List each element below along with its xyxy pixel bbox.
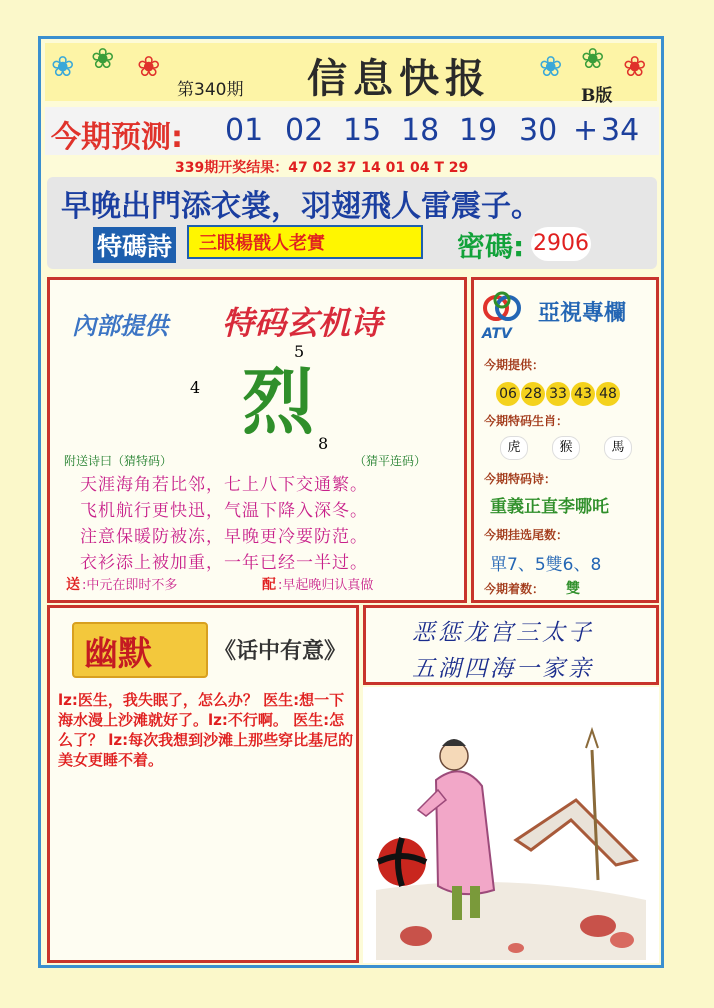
prediction-number: 19 [459, 113, 498, 148]
atv-tail: 單7、5雙6、8 [490, 555, 602, 575]
flower-icon: ❀ [91, 42, 115, 75]
flower-icon: ❀ [539, 50, 563, 83]
prediction-number: 15 [343, 113, 382, 148]
number-ball: 48 [596, 382, 620, 406]
atv-poem-label: 今期特码诗： [484, 472, 557, 486]
atv-zodiac [500, 436, 656, 460]
atv-balls [496, 382, 621, 406]
flower-icon: ❀ [51, 50, 75, 83]
special-number: 34 [601, 113, 640, 148]
note-right: （猜平连码） [354, 454, 427, 468]
poem-line: 飞机航行更快迅，气温下降入深冬。 [80, 501, 368, 521]
poem-line: 天涯海角若比邻，七上八下交通繁。 [80, 475, 368, 495]
last-result: 339期开奖结果：47 02 37 14 01 04 T 29 [175, 160, 469, 176]
atv-parity-label: 今期着数： [484, 582, 545, 596]
hint-number-top: 5 [294, 342, 305, 361]
code-box [531, 227, 591, 261]
calligraphy-line-1: 恶惩龙宫三太子 [412, 620, 594, 646]
prediction-number: 02 [285, 113, 324, 148]
riddle-character: 烈 [242, 359, 315, 444]
poem-text: 三眼楊戩人老實 [199, 233, 325, 254]
illustration-box [363, 687, 659, 963]
atv-provide-label: 今期提供： [484, 358, 545, 372]
prediction-label: 今期预测: [51, 120, 183, 155]
zodiac-animal: 猴 [552, 436, 580, 460]
calligraphy-line-2: 五湖四海一家亲 [412, 656, 594, 682]
pair-label: 配 [262, 577, 276, 593]
atv-logo-text: ATV [482, 326, 512, 342]
atv-zodiac-label: 今期特码生肖： [484, 414, 569, 428]
prediction-bar [45, 107, 659, 155]
code-label: 密碼: [457, 230, 525, 263]
humor-text: lz:医生，我失眠了，怎么办？ 医生:想一下海水漫上沙滩就好了。lz:不行啊。 医生:怎么了？ lz:每次我想到沙滩上那些穿比基尼的美女更睡不着。 [58, 691, 354, 769]
header [45, 42, 657, 106]
send-text: :中元在即时不多 [82, 578, 178, 593]
atv-title: 亞視專欄 [538, 301, 627, 326]
zodiac-animal: 馬 [604, 436, 632, 460]
humor-subtitle: 《话中有意》 [214, 639, 347, 664]
internal-title-blue: 內部提供 [72, 312, 168, 340]
hint-number-bottom: 8 [318, 434, 329, 453]
atv-tail-label: 今期挂选尾数： [484, 528, 569, 542]
page-frame [38, 36, 664, 968]
calligraphy-box [363, 605, 659, 685]
flower-icon: ❀ [623, 50, 647, 83]
humor-badge [72, 622, 208, 678]
prediction-number: 18 [401, 113, 440, 148]
slogan-box [47, 177, 657, 269]
zodiac-animal: 虎 [500, 436, 528, 460]
page-title: 信息快报 [307, 55, 491, 102]
poem-box [187, 225, 423, 259]
edition-label: B版 [581, 86, 613, 106]
plus-sign: + [573, 113, 599, 148]
code-value: 2906 [533, 231, 589, 256]
flower-icon: ❀ [581, 42, 605, 75]
send-label: 送 [66, 577, 80, 593]
number-ball: 43 [571, 382, 595, 406]
humor-box [47, 605, 359, 963]
slogan-text: 早晚出門添衣裳，羽翅飛人雷震子。 [61, 189, 541, 224]
atv-poem: 重義正直李哪吒 [490, 497, 609, 517]
poem-line: 注意保暖防被冻，早晚更冷要防范。 [80, 527, 368, 547]
atv-box [471, 277, 659, 603]
prediction-number: 01 [225, 113, 264, 148]
flower-icon: ❀ [137, 50, 161, 83]
issue-number: 第340期 [177, 80, 244, 100]
poem-label: 特碼詩 [93, 227, 176, 263]
humor-badge-text: 幽默 [84, 634, 152, 674]
internal-box [47, 277, 467, 603]
atv-parity: 雙 [566, 581, 580, 597]
figure-illustration [366, 690, 656, 960]
pair-text: :早起晚归认真做 [278, 578, 374, 593]
number-ball: 06 [496, 382, 520, 406]
atv-logo-icon [480, 288, 524, 328]
note-left: 附送诗曰（猜特码） [64, 454, 173, 468]
poem-line: 衣衫添上被加重，一年已经一半过。 [80, 553, 368, 573]
internal-title-red: 特码玄机诗 [222, 304, 383, 342]
number-ball: 33 [546, 382, 570, 406]
number-ball: 28 [521, 382, 545, 406]
hint-number-left: 4 [190, 378, 201, 397]
prediction-number: 30 [519, 113, 558, 148]
